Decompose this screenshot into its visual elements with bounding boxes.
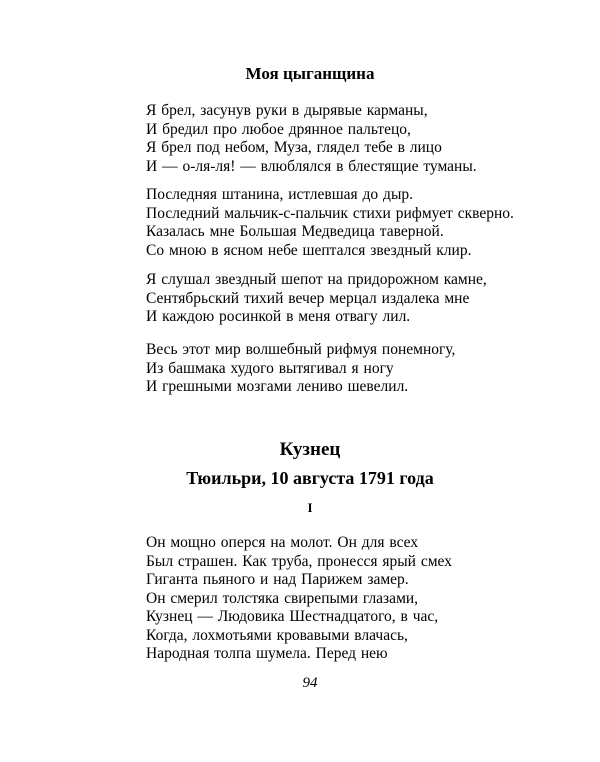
- poem-title: Кузнец: [279, 439, 341, 460]
- verse-line: Когда, лохмотьями кровавыми влачась,: [146, 626, 408, 644]
- verse-line: Последняя штанина, истлевшая до дыр.: [146, 186, 413, 203]
- verse-line: Кузнец — Людовика Шестнадцатого, в час,: [146, 608, 439, 625]
- verse-line: Гиганта пьяного и над Парижем замер.: [146, 571, 409, 588]
- verse-line: Я брел, засунув руки в дырявые карманы,: [146, 102, 428, 119]
- verse-line: Сентябрьский тихий вечер мерцал издалека мне: [146, 289, 470, 307]
- part-number: I: [307, 500, 313, 515]
- verse-line: Последний мальчик-с-пальчик стихи рифмует скверно.: [146, 204, 514, 222]
- verse-line: И грешными мозгами лениво шевелил.: [146, 378, 409, 395]
- verse-line: Был страшен. Как труба, пронесся ярый смех: [146, 552, 452, 570]
- verse-line: Весь этот мир волшебный рифмуя понемногу,: [146, 341, 456, 358]
- verse-line: Он мощно оперся на молот. Он для всех: [146, 534, 419, 551]
- verse-line: Он смерил толстяка свирепыми глазами,: [146, 589, 419, 607]
- verse-line: Я брел под небом, Муза, глядел тебе в лицо: [146, 139, 442, 156]
- poem-title: Моя цыганщина: [245, 64, 375, 83]
- page-number: 94: [302, 675, 318, 691]
- stanza: [146, 186, 514, 260]
- verse-line: Я слушал звездный шепот на придорожном камне,: [146, 271, 487, 288]
- verse-line: И бредил про любое дрянное пальтецо,: [146, 120, 411, 138]
- stanza: [146, 534, 452, 664]
- verse-line: И — о-ля-ля! — влюблялся в блестящие туманы.: [146, 157, 477, 175]
- poem-subtitle: Тюильри, 10 августа 1791 года: [186, 468, 434, 488]
- verse-line: Из башмака худого вытягивал я ногу: [146, 359, 394, 377]
- verse-line: И каждою росинкой в меня отвагу лил.: [146, 308, 411, 325]
- verse-line: Со мною в ясном небе шептался звездный клир.: [146, 241, 472, 259]
- verse-line: Народная толпа шумела. Перед нею: [146, 645, 388, 662]
- stanza: [146, 102, 477, 176]
- stanza: [146, 341, 455, 397]
- verse-line: Казалась мне Большая Медведица таверной.: [146, 223, 444, 240]
- stanza: [146, 271, 487, 327]
